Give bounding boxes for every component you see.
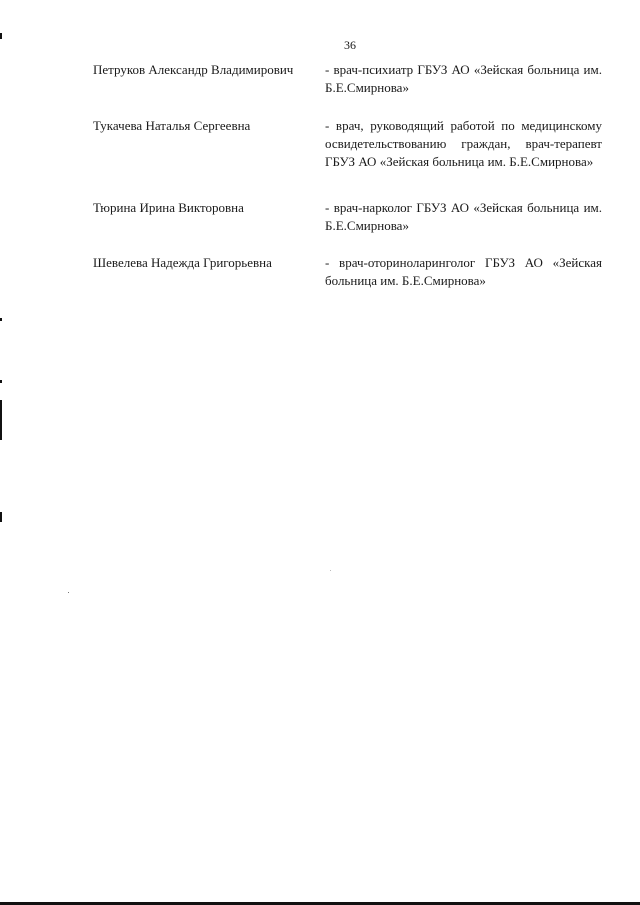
position-description: - врач-психиатр ГБУЗ АО «Зейская больница им. Б.Е.Смирнова»	[325, 62, 602, 95]
person-name: Тюрина Ирина Викторовна	[93, 200, 244, 215]
scan-artifact	[0, 318, 2, 321]
person-name: Тукачева Наталья Сергеевна	[93, 118, 251, 133]
position-description: - врач-оториноларинголог ГБУЗ АО «Зейская больница им. Б.Е.Смирнова»	[325, 255, 602, 288]
scan-artifact	[0, 400, 2, 440]
scan-artifact	[0, 380, 2, 383]
scan-speck	[330, 570, 331, 571]
scan-speck	[68, 592, 69, 593]
person-name: Петруков Александр Владимирович	[93, 62, 294, 77]
page-number: 36	[344, 38, 356, 52]
scan-artifact	[0, 512, 2, 522]
position-description: - врач, руководящий работой по медицинскому освидетельствованию граждан, врач-терапевт ГБУЗ АО «Зейская больница им. Б.Е.Смирнова»	[325, 118, 602, 169]
position-description: - врач-нарколог ГБУЗ АО «Зейская больница им. Б.Е.Смирнова»	[325, 200, 602, 233]
person-name: Шевелева Надежда Григорьевна	[93, 255, 272, 270]
scan-artifact	[0, 33, 2, 39]
